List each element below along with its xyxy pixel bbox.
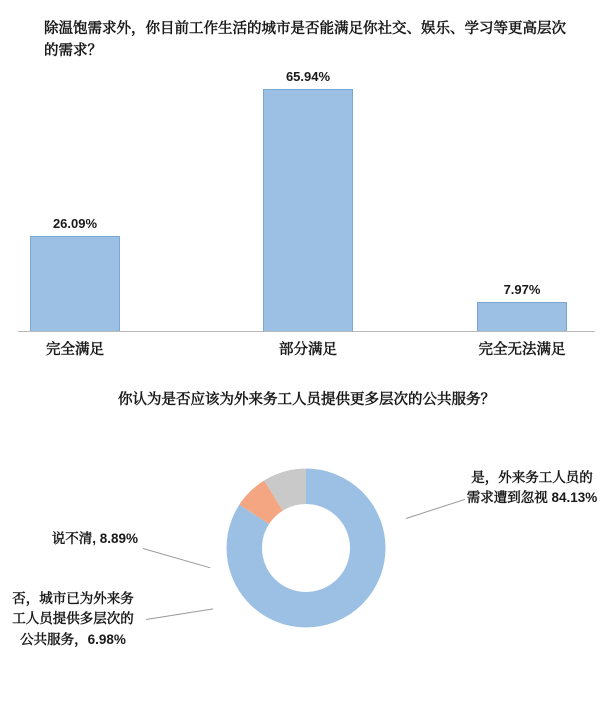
bar-category-1: 部分满足 (279, 342, 337, 358)
bar-value-1: 65.94% (285, 69, 331, 84)
bar-chart-axis-line (18, 331, 595, 332)
donut-chart-graphic (196, 438, 416, 658)
bar-item-1[interactable] (263, 69, 353, 332)
bar-item-0[interactable] (30, 72, 120, 332)
bar-chart-plot (0, 69, 613, 332)
bar-rect-2[interactable] (477, 302, 567, 332)
bar-item-2[interactable] (477, 72, 567, 332)
donut-label-yes: 是，外来务工人员的需求遭到忽视 84.13% (466, 470, 598, 506)
bar-chart-title: 除温饱需求外，你目前工作生活的城市是否能满足你社交、娱乐、学习等更高层次的需求？ (44, 21, 566, 60)
bar-rect-1[interactable] (263, 89, 353, 332)
donut-chart-title: 你认为是否应该为外来务工人员提供更多层次的公共服务？ (118, 392, 495, 408)
bar-rect-0[interactable] (30, 236, 120, 332)
donut-label-no: 否，城市已为外来务工人员提供多层次的公共服务，6.98% (12, 591, 134, 647)
donut-chart (0, 378, 613, 725)
bar-value-0: 26.09% (52, 216, 98, 231)
donut-label-unclear: 说不清, 8.89% (51, 531, 138, 546)
bar-category-0: 完全满足 (46, 342, 104, 358)
bar-category-2: 完全无法满足 (478, 342, 566, 358)
bar-value-2: 7.97% (503, 282, 541, 297)
